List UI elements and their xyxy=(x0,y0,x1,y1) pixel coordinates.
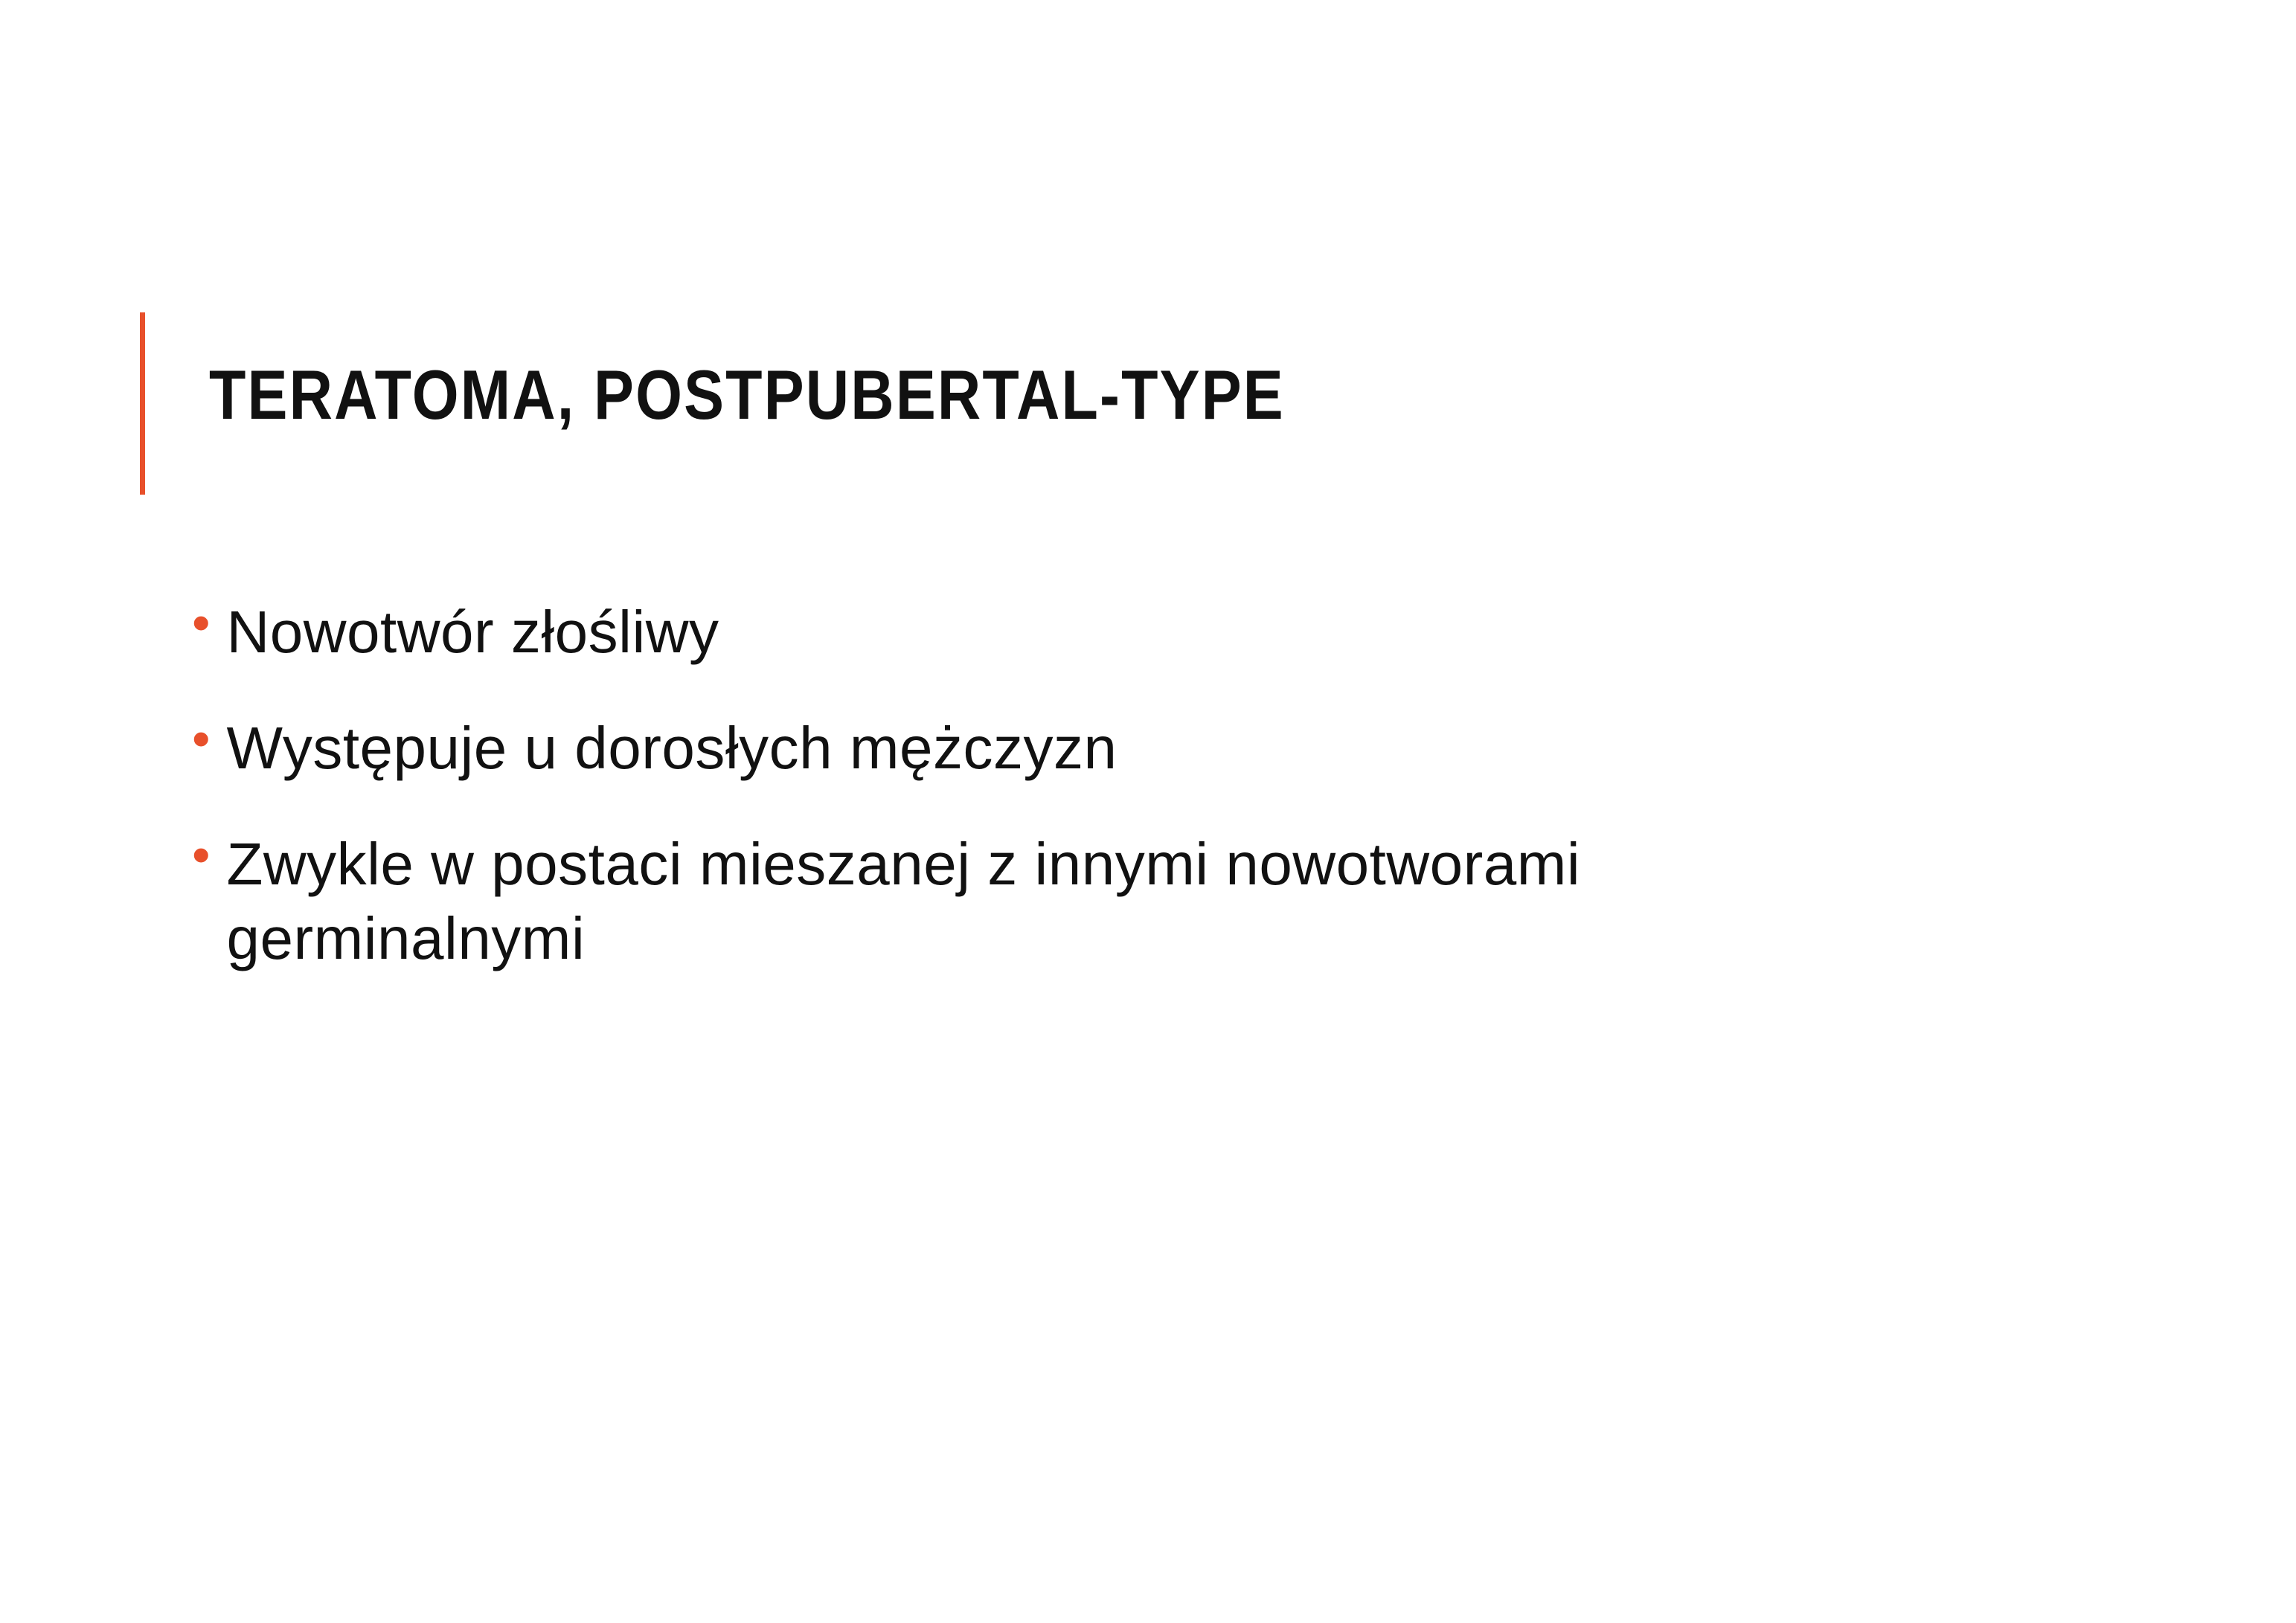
title-accent-bar xyxy=(140,312,145,495)
title-block xyxy=(140,312,1460,495)
list-item xyxy=(192,595,1978,669)
bullet-dot-icon: • xyxy=(192,826,211,884)
page-title: TERATOMA, POSTPUBERTAL-TYPE xyxy=(209,356,1285,434)
list-item-text: Nowotwór złośliwy xyxy=(226,599,719,665)
bullet-dot-icon: • xyxy=(192,594,211,652)
bullet-dot-icon: • xyxy=(192,710,211,768)
list-item xyxy=(192,711,1978,785)
list-item xyxy=(192,827,1978,976)
list-item-text: Występuje u dorosłych mężczyzn xyxy=(226,715,1117,781)
bullet-list xyxy=(192,595,1978,1018)
list-item-text: Zwykle w postaci mieszanej z innymi nowotworami germinalnymi xyxy=(226,831,1581,971)
